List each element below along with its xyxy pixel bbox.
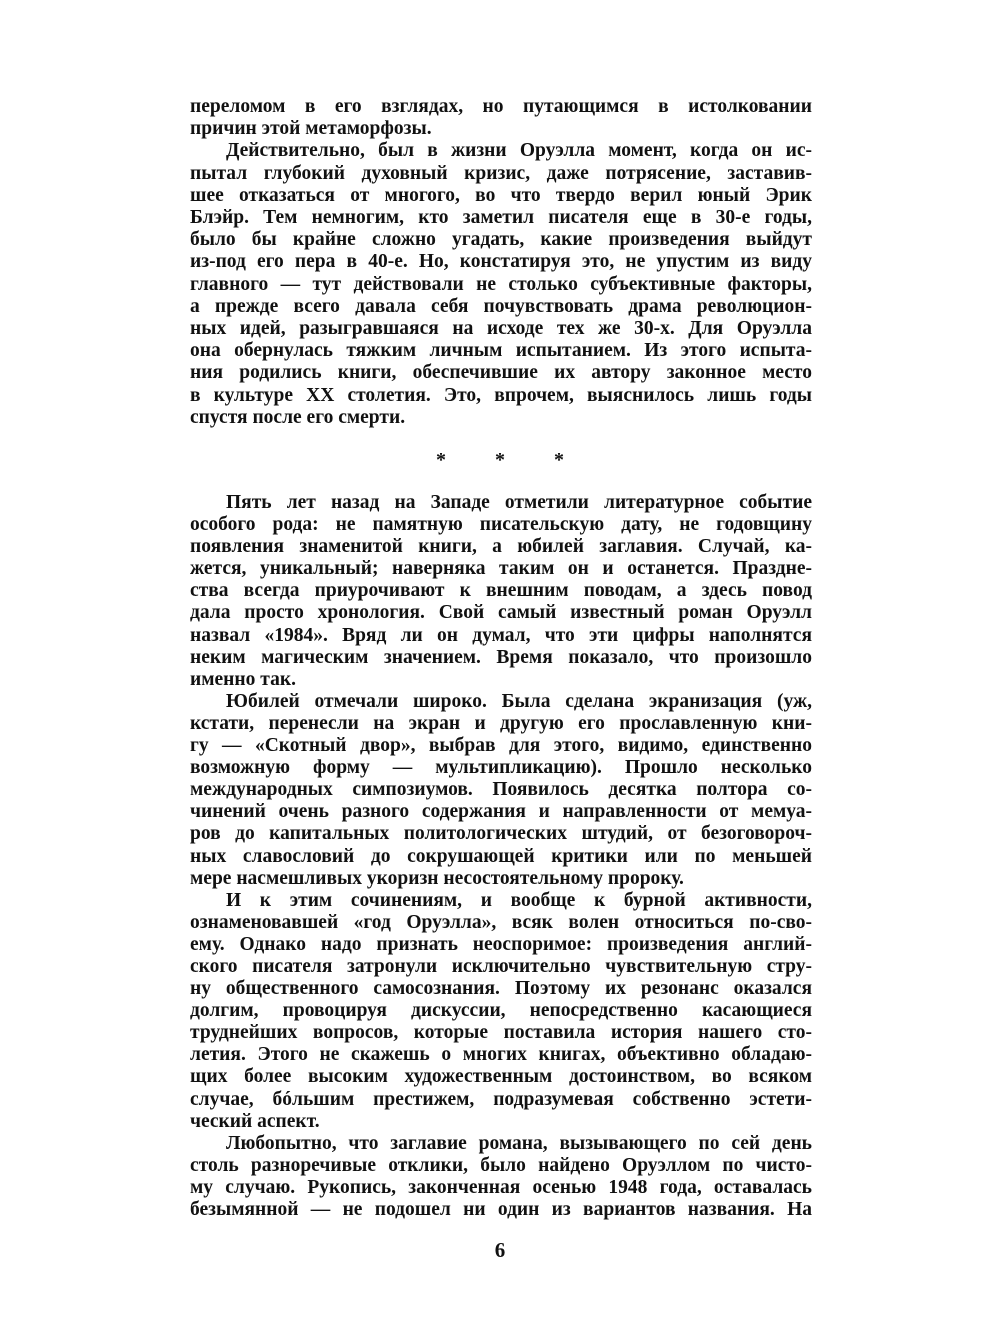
text-line: долгим, провоцируя дискуссии, непосредственно касающиеся [190,1000,812,1022]
text-line: Действительно, был в жизни Оруэлла момент, когда он ис- [226,140,812,162]
text-line: Любопытно, что заглавие романа, вызывающего по сей день [226,1132,812,1154]
text-line: му случаю. Рукопись, законченная осенью 1948 года, оставалась [190,1176,812,1198]
text-line: в культуре XX столетия. Это, впрочем, выяснилось лишь годы [190,384,812,406]
text-line: ства всегда приурочивают к внешним поводам, а здесь повод [190,580,812,602]
text-line: назвал «1984». Вряд ли он думал, что эти цифры наполнятся [190,624,812,646]
text-line: ния родились книги, обеспечившие их автору законное место [190,362,812,384]
text-line: ческий аспект. [190,1110,320,1132]
text-line: И к этим сочинениям, и вообще к бурной активности, [226,889,812,911]
text-line: Пять лет назад на Западе отметили литературное событие [226,492,812,513]
text-line: международных симпозиумов. Появилось десятка полтора со- [190,779,812,801]
text-line: ему. Однако надо признать неоспоримое: произведения англий- [190,933,812,955]
text-line: шее отказаться от многого, во что твердо верил юный Эрик [190,184,812,206]
paragraph [190,140,812,429]
text-line: особого рода: не памятную писательскую дату, не годовщину [190,514,812,536]
text-line: переломом в его взглядах, но путающимся в истолковании [190,96,812,117]
text-line: столь разноречивые отклики, было найдено Оруэллом по чисто- [190,1154,812,1176]
paragraph [190,691,812,890]
text-line: ров до капитальных политологических штудий, от безоговороч- [190,823,812,845]
paragraph [190,890,812,1133]
text-line: случае, бóльшим престижем, подразумевая собственно эстети- [190,1088,812,1110]
text-line: ных славословий до сокрушающей критики или по меньшей [190,845,812,867]
paragraph [190,96,812,140]
text-line: ну общественного самосознания. Поэтому их резонанс оказался [190,978,812,1000]
text-line: летия. Этого не скажешь о многих книгах, объективно обладаю- [190,1044,812,1066]
text-line: чинений очень разного содержания и направленности от мемуа- [190,801,812,823]
text-line: кстати, перенесли на экран и другую его прославленную кни- [190,712,812,734]
text-line: безымянной — не подошел ни один из вариантов названия. На [190,1199,812,1220]
text-line: из-под его пера в 40-е. Но, констатируя это, не упустим из виду [190,251,812,273]
page-number: 6 [494,1238,506,1262]
text-line: неким магическим значением. Время показало, что произошло [190,646,812,668]
text-line: Блэйр. Тем немногим, кто заметил писателя еще в 30-е годы, [190,207,812,229]
text-line: главного — тут действовали не столько субъективные факторы, [190,273,812,295]
text-line: возможную форму — мультипликацию). Прошло несколько [190,757,812,779]
section-separator: * * * [436,449,586,471]
text-line: ского писателя затронули исключительно чувствительную стру- [190,955,812,977]
text-line: ных идей, разыгравшаяся на исходе тех же 30-х. Для Оруэлла [190,318,812,340]
text-line: жется, уникальный; наверняка таким он и останется. Праздне- [190,558,812,580]
text-line: а прежде всего давала себя почувствовать драма революцион- [190,295,812,317]
text-line: гу — «Скотный двор», выбрав для этого, видимо, единственно [190,735,812,757]
text-section-2 [190,492,812,1221]
text-line: ознаменовавшей «год Оруэлла», всяк волен относиться по-сво- [190,911,812,933]
text-line: именно так. [190,668,296,690]
paragraph [190,492,812,691]
text-section-1 [190,96,812,429]
text-line: Юбилей отмечали широко. Была сделана экранизация (уж, [226,690,812,712]
paragraph [190,1133,812,1221]
text-line: дала просто хронология. Свой самый известный роман Оруэлл [190,602,812,624]
text-line: причин этой метаморфозы. [190,118,432,140]
text-line: щих более высоким художественным достоинством, во всяком [190,1066,812,1088]
text-line: пытал глубокий духовный кризис, даже потрясение, заставив- [190,162,812,184]
text-line: она обернулась тяжким личным испытанием. Из этого испыта- [190,340,812,362]
text-line: мере насмешливых укоризн несостоятельному пророку. [190,867,684,889]
text-line: труднейших вопросов, которые поставила история нашего сто- [190,1022,812,1044]
text-line: было бы крайне сложно угадать, какие произведения выйдут [190,229,812,251]
text-line: появления знаменитой книги, а юбилей заглавия. Случай, ка- [190,536,812,558]
text-line: спустя после его смерти. [190,406,406,428]
